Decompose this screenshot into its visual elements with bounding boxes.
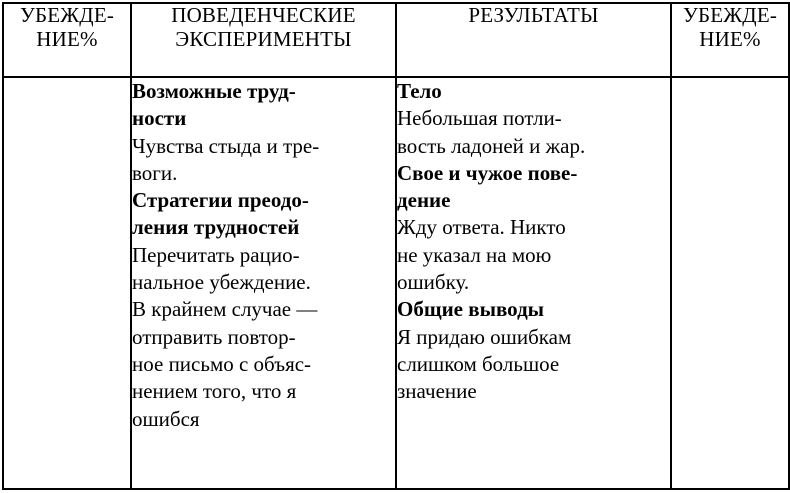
result-conclusions-text: Я придаю ошибкам слишком большое значение (397, 324, 572, 404)
column-header-results (396, 3, 671, 77)
worksheet-table-page (0, 2, 790, 493)
experiment-difficulties-text: Чувства стыда и тре- воги. (132, 133, 320, 185)
experiment-coping-title: Стратегии преодо- ления трудностей (132, 188, 309, 240)
cell-belief-right-value[interactable] (671, 77, 789, 489)
result-body-text: Небольшая потли- вость ладоней и жар. (397, 106, 586, 158)
experiment-block-coping (132, 187, 395, 433)
cbt-worksheet-table (2, 2, 790, 490)
table-row (3, 77, 789, 489)
result-behavior-text: Жду ответа. Никто не указал на мою ошибку. (397, 215, 566, 295)
result-conclusions-title: Общие выводы (397, 297, 545, 322)
result-body-title: Тело (397, 79, 442, 103)
cell-results[interactable] (396, 77, 671, 489)
cell-belief-left-value[interactable] (3, 77, 131, 489)
result-block-body (397, 78, 670, 160)
column-header-belief-left-line2: НИЕ% (36, 26, 98, 51)
column-header-behavioral-experiments (131, 3, 396, 77)
experiment-coping-text: Перечитать рацио- нальное убеждение. В крайнем случае — отправить повтор- ное письмо с объяс- нением того, что я ошибся (132, 242, 318, 431)
column-header-belief-left-line1: УБЕЖДЕ- (19, 3, 115, 27)
experiment-difficulties-title: Возможные труд- ности (132, 79, 296, 131)
result-block-conclusions (397, 296, 670, 405)
column-header-results-line1: РЕЗУЛЬТАТЫ (468, 3, 599, 27)
column-header-belief-right-line1: УБЕЖДЕ- (682, 3, 778, 27)
column-header-belief-left (3, 3, 131, 77)
column-header-behavioral-experiments-line1: ПОВЕДЕНЧЕСКИЕ (171, 3, 356, 27)
cell-behavioral-experiments[interactable] (131, 77, 396, 489)
experiment-block-difficulties (132, 78, 395, 187)
result-block-behavior (397, 160, 670, 296)
column-header-belief-right (671, 3, 789, 77)
column-header-belief-right-line2: НИЕ% (699, 26, 761, 51)
result-behavior-title: Свое и чужое пове- дение (397, 160, 578, 213)
column-header-behavioral-experiments-line2: ЭКСПЕРИМЕНТЫ (175, 26, 352, 51)
table-header-row (3, 3, 789, 77)
